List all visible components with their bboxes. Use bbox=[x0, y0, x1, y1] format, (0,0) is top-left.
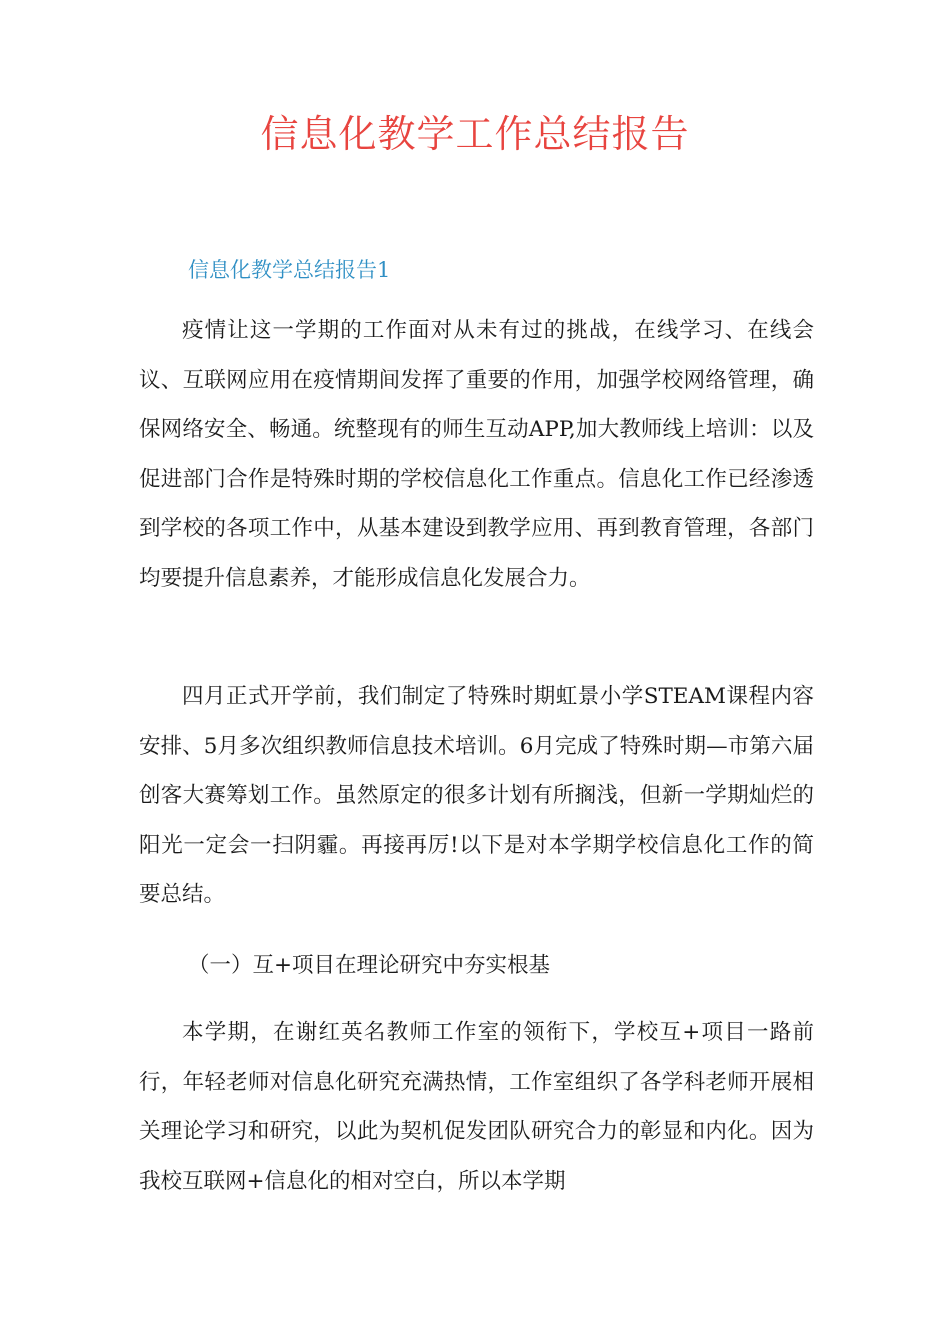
document-title: 信息化教学工作总结报告 bbox=[260, 112, 690, 156]
sub-heading-1: （一）互+项目在理论研究中夯实根基 bbox=[188, 953, 551, 978]
body-paragraph-2: 四月正式开学前，我们制定了特殊时期虹景小学STEAM课程内容安排、5月多次组织教师信息技术培训。6月完成了特殊时期—市第六届创客大赛筹划工作。虽然原定的很多计划有所搁浅，但新一学期灿烂的阳光一定会一扫阴霾。再接再厉!以下是对本学期学校信息化工作的简要总结。 bbox=[139, 684, 814, 908]
body-paragraph-1: 疫情让这一学期的工作面对从未有过的挑战，在线学习、在线会议、互联网应用在疫情期间发挥了重要的作用，加强学校网络管理，确保网络安全、畅通。统整现有的师生互动APP,加大教师线上培训：以及促进部门合作是特殊时期的学校信息化工作重点。信息化工作已经渗透到学校的各项工作中，从基本建设到教学应用、再到教育管理，各部门均要提升信息素养，才能形成信息化发展合力。 bbox=[139, 318, 814, 591]
section-heading: 信息化教学总结报告1 bbox=[188, 258, 391, 282]
body-paragraph-3: 本学期，在谢红英名教师工作室的领衔下，学校互+项目一路前行，年轻老师对信息化研究充满热情，工作室组织了各学科老师开展相关理论学习和研究，以此为契机促发团队研究合力的彰显和内化。因为我校互联网+信息化的相对空白，所以本学期 bbox=[139, 1020, 814, 1194]
